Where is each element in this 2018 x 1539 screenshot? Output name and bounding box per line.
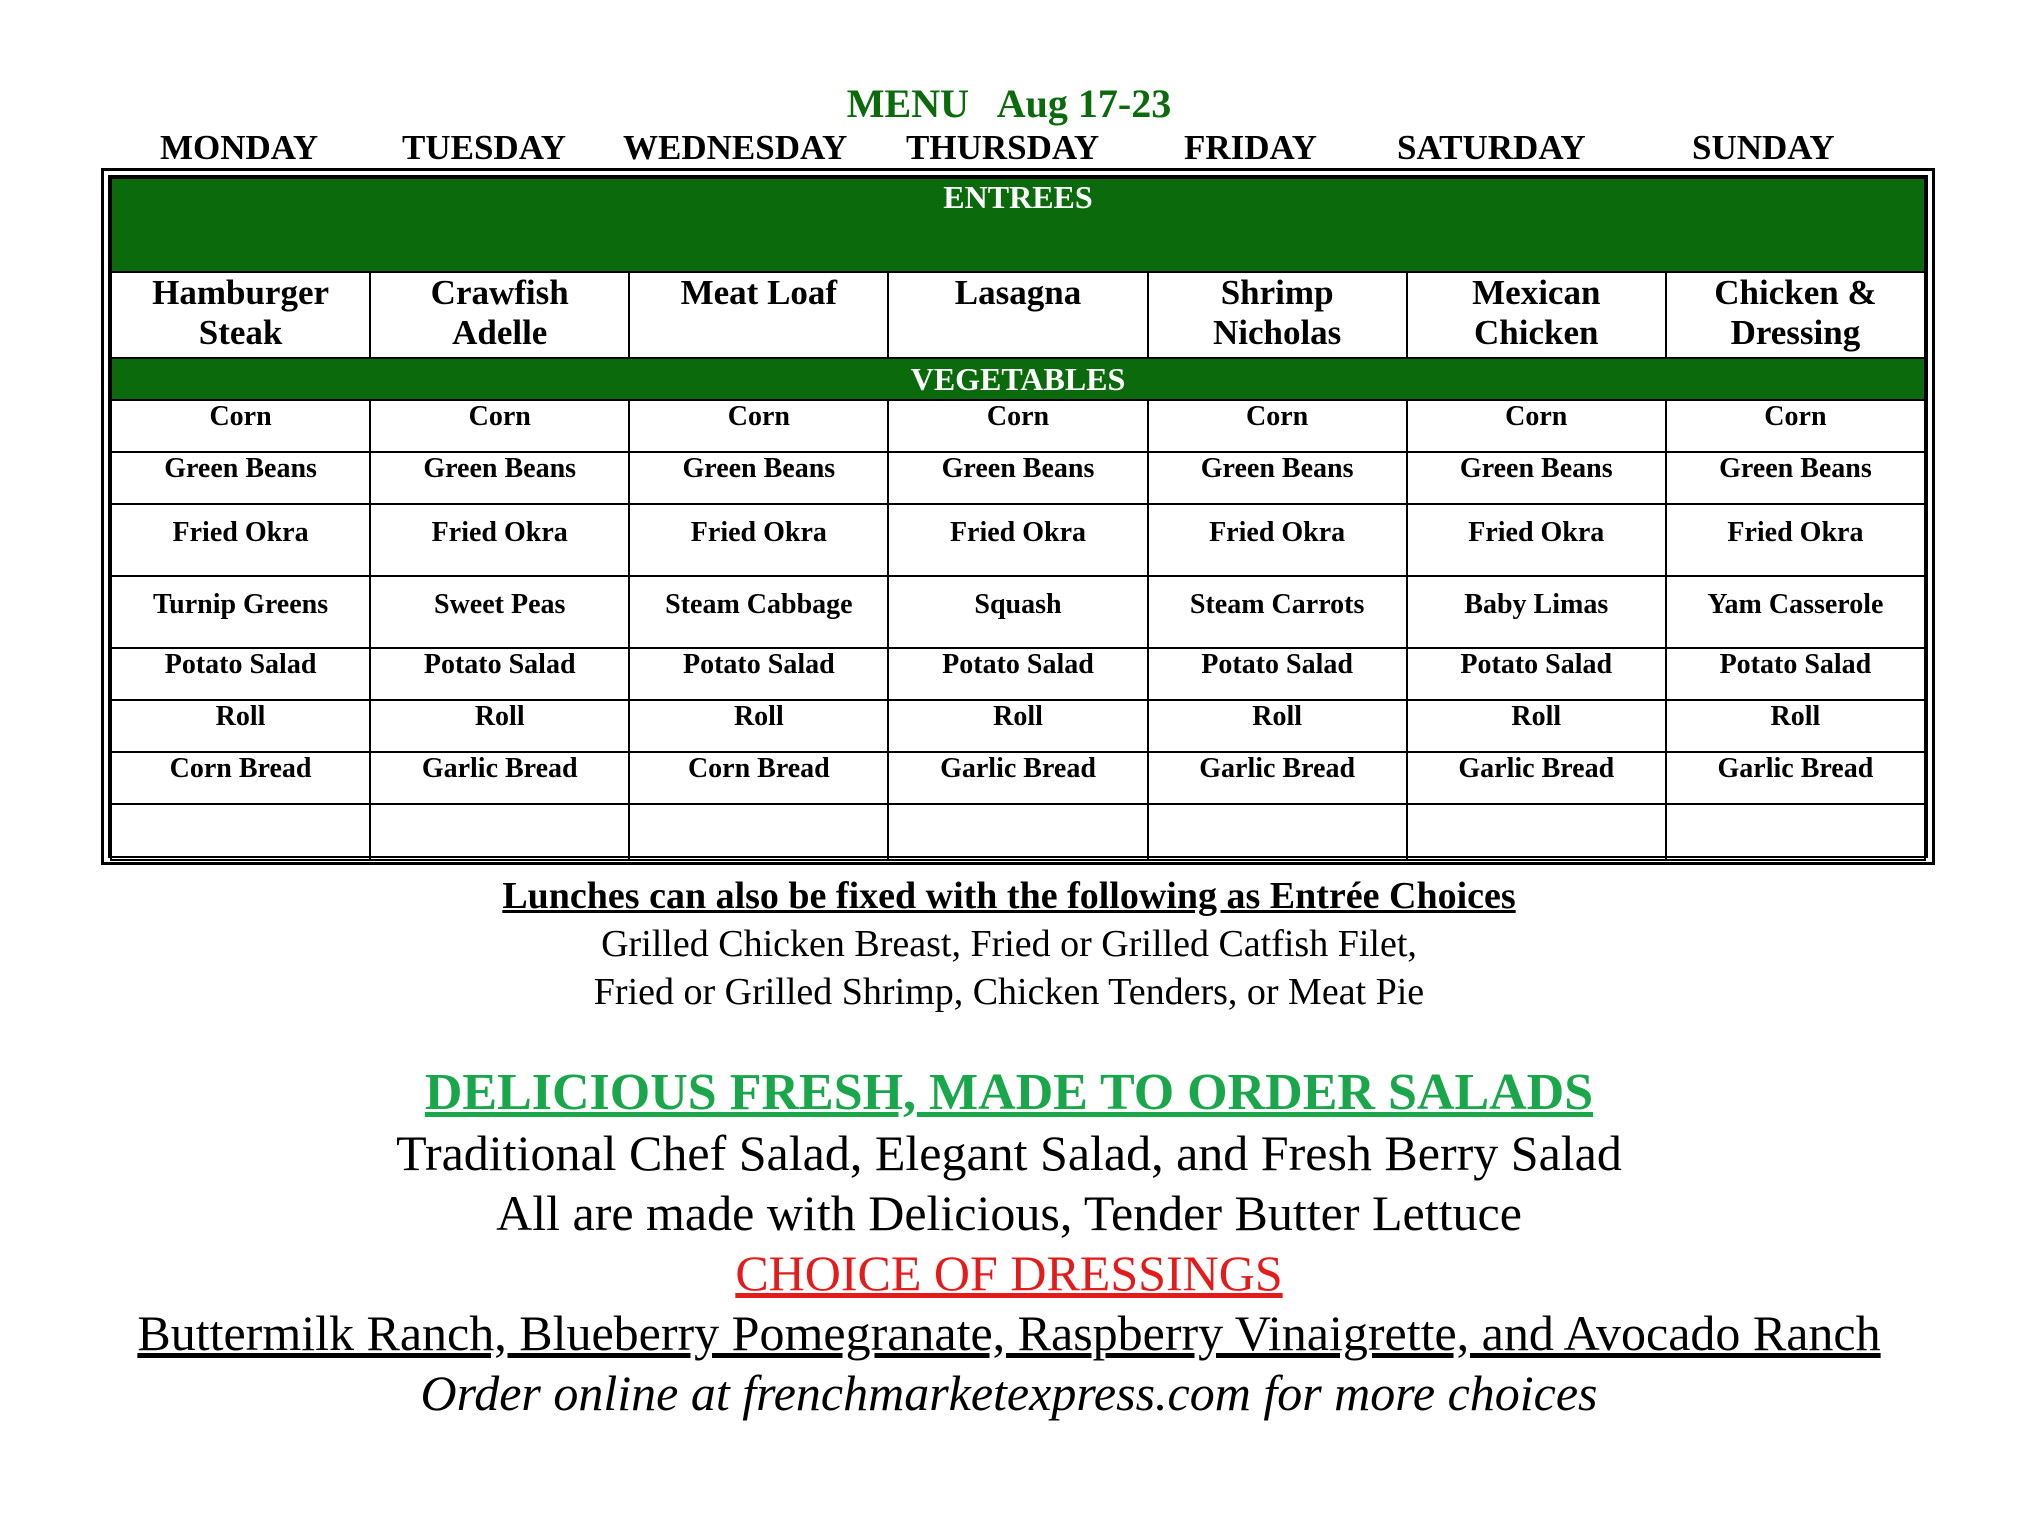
salads-line-2: All are made with Delicious, Tender Butter Lettuce [496, 1185, 1522, 1241]
menu-title: MENU Aug 17-23 [846, 81, 1172, 126]
vegetable-cell: Green Beans [629, 452, 888, 504]
vegetable-row [111, 648, 1925, 700]
vegetable-cell: Fried Okra [1666, 504, 1925, 576]
vegetable-cell: Turnip Greens [111, 576, 370, 648]
vegetable-cell: Roll [1148, 700, 1407, 752]
vegetable-cell: Fried Okra [1407, 504, 1666, 576]
entree-friday: Shrimp Nicholas [1148, 272, 1407, 358]
vegetable-row [111, 700, 1925, 752]
entree-wednesday: Meat Loaf [629, 272, 888, 358]
vegetable-cell: Corn [1666, 400, 1925, 452]
vegetable-cell: Green Beans [1666, 452, 1925, 504]
vegetables-label: VEGETABLES [111, 358, 1925, 400]
entrees-label: ENTREES [111, 178, 1925, 272]
vegetable-cell: Fried Okra [370, 504, 629, 576]
vegetable-cell: Roll [111, 700, 370, 752]
vegetable-cell: Corn [1407, 400, 1666, 452]
vegetable-cell: Steam Carrots [1148, 576, 1407, 648]
vegetable-cell: Sweet Peas [370, 576, 629, 648]
vegetable-cell: Potato Salad [1148, 648, 1407, 700]
entree-monday: Hamburger Steak [111, 272, 370, 358]
entree-sunday: Chicken & Dressing [1666, 272, 1925, 358]
day-wednesday: WEDNESDAY [623, 128, 848, 167]
vegetables-band [111, 358, 1925, 400]
vegetable-cell: Potato Salad [370, 648, 629, 700]
vegetable-cell: Corn [370, 400, 629, 452]
day-thursday: THURSDAY [906, 128, 1100, 167]
vegetable-cell: Garlic Bread [370, 752, 629, 804]
vegetable-cell: Baby Limas [1407, 576, 1666, 648]
entree-thursday: Lasagna [888, 272, 1147, 358]
vegetable-cell: Corn [1148, 400, 1407, 452]
vegetable-cell: Fried Okra [111, 504, 370, 576]
vegetable-cell: Garlic Bread [1407, 752, 1666, 804]
vegetable-row [111, 400, 1925, 452]
vegetable-cell: Potato Salad [888, 648, 1147, 700]
vegetable-cell: Yam Casserole [1666, 576, 1925, 648]
vegetable-cell: Steam Cabbage [629, 576, 888, 648]
entree-tuesday: Crawfish Adelle [370, 272, 629, 358]
lunch-choices-line-2: Fried or Grilled Shrimp, Chicken Tenders, or Meat Pie [593, 971, 1425, 1013]
entrees-band [111, 178, 1925, 272]
entree-row [111, 272, 1925, 358]
entree-saturday: Mexican Chicken [1407, 272, 1666, 358]
vegetable-cell: Potato Salad [629, 648, 888, 700]
day-saturday: SATURDAY [1397, 128, 1586, 167]
vegetable-cell: Roll [370, 700, 629, 752]
vegetable-cell: Fried Okra [1148, 504, 1407, 576]
vegetable-cell: Green Beans [111, 452, 370, 504]
empty-row [111, 804, 1925, 860]
day-monday: MONDAY [160, 128, 319, 167]
menu-table [110, 177, 1926, 861]
vegetable-cell: Roll [1407, 700, 1666, 752]
day-headers [0, 125, 2018, 171]
vegetable-row [111, 752, 1925, 804]
vegetable-cell: Roll [629, 700, 888, 752]
vegetable-cell: Corn Bread [111, 752, 370, 804]
vegetable-cell: Corn Bread [629, 752, 888, 804]
lunch-choices-line-1: Grilled Chicken Breast, Fried or Grilled Catfish Filet, [601, 923, 1417, 965]
salads-heading: DELICIOUS FRESH, MADE TO ORDER SALADS [424, 1064, 1594, 1121]
vegetable-cell: Green Beans [370, 452, 629, 504]
vegetable-cell: Corn [629, 400, 888, 452]
vegetable-cell: Garlic Bread [888, 752, 1147, 804]
menu-table-frame [101, 168, 1935, 865]
dressings-list: Buttermilk Ranch, Blueberry Pomegranate, Raspberry Vinaigrette, and Avocado Ranch [137, 1305, 1881, 1361]
vegetable-cell: Fried Okra [629, 504, 888, 576]
salads-line-1: Traditional Chef Salad, Elegant Salad, and Fresh Berry Salad [396, 1125, 1622, 1181]
dressings-heading: CHOICE OF DRESSINGS [735, 1245, 1283, 1301]
vegetable-cell: Squash [888, 576, 1147, 648]
vegetable-cell: Potato Salad [1407, 648, 1666, 700]
vegetable-row [111, 452, 1925, 504]
vegetable-cell: Green Beans [1148, 452, 1407, 504]
vegetable-row [111, 576, 1925, 648]
vegetable-cell: Garlic Bread [1666, 752, 1925, 804]
vegetable-cell: Potato Salad [111, 648, 370, 700]
order-online-note: Order online at frenchmarketexpress.com for more choices [420, 1365, 1598, 1421]
vegetable-cell: Corn [111, 400, 370, 452]
vegetable-cell: Fried Okra [888, 504, 1147, 576]
vegetable-cell: Roll [888, 700, 1147, 752]
day-sunday: SUNDAY [1692, 128, 1835, 167]
vegetable-cell: Green Beans [1407, 452, 1666, 504]
vegetable-row [111, 504, 1925, 576]
vegetable-cell: Green Beans [888, 452, 1147, 504]
vegetable-cell: Garlic Bread [1148, 752, 1407, 804]
day-friday: FRIDAY [1184, 128, 1317, 167]
vegetable-cell: Roll [1666, 700, 1925, 752]
vegetable-cell: Corn [888, 400, 1147, 452]
vegetable-cell: Potato Salad [1666, 648, 1925, 700]
lunch-choices-heading: Lunches can also be fixed with the following as Entrée Choices [502, 875, 1516, 917]
day-tuesday: TUESDAY [402, 128, 567, 167]
